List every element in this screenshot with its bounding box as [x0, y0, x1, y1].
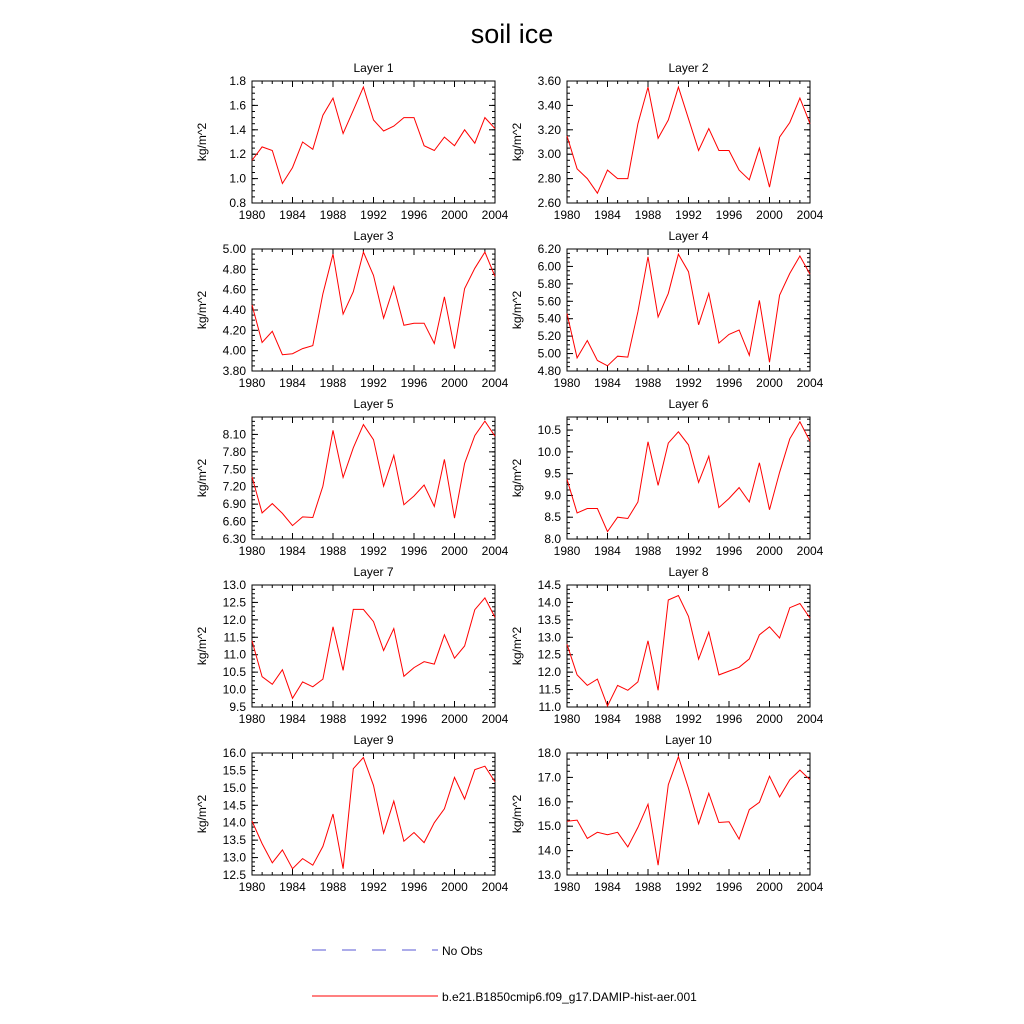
- x-tick-label: 1996: [400, 880, 428, 894]
- x-tick-label: 1988: [634, 712, 662, 726]
- panel-layer-10: [510, 733, 824, 894]
- y-tick-label: 5.00: [222, 242, 246, 256]
- y-tick-label: 13.0: [537, 868, 561, 882]
- y-tick-label: 3.20: [537, 122, 561, 137]
- y-tick-label: 14.5: [537, 578, 561, 592]
- x-tick-label: 1996: [715, 712, 743, 726]
- y-tick-label: 1.2: [229, 147, 246, 162]
- x-tick-label: 2004: [796, 544, 824, 558]
- x-tick-label: 2000: [756, 376, 783, 390]
- x-tick-label: 1996: [715, 544, 743, 558]
- x-tick-label: 2000: [756, 712, 783, 726]
- plot-frame: [252, 81, 495, 203]
- x-tick-label: 1996: [400, 208, 428, 222]
- x-tick-label: 1992: [675, 376, 702, 390]
- x-tick-label: 1992: [360, 376, 387, 390]
- y-tick-label: 5.40: [537, 311, 561, 326]
- x-tick-label: 1980: [238, 208, 266, 222]
- y-tick-label: 10.0: [222, 682, 246, 697]
- y-tick-label: 10.5: [222, 665, 246, 680]
- plot-frame: [567, 81, 810, 203]
- y-tick-label: 13.5: [222, 833, 246, 848]
- y-tick-label: 9.0: [544, 488, 561, 503]
- x-tick-label: 2004: [481, 544, 509, 558]
- series-line: [567, 254, 810, 366]
- x-tick-label: 1988: [634, 544, 662, 558]
- series-line: [567, 596, 810, 707]
- y-tick-label: 11.0: [538, 700, 561, 714]
- y-tick-label: 11.5: [538, 682, 561, 697]
- y-axis-label: kg/m^2: [195, 626, 209, 666]
- y-tick-label: 14.0: [537, 843, 561, 858]
- x-tick-label: 1980: [553, 712, 581, 726]
- x-tick-label: 1992: [675, 544, 702, 558]
- plot-frame: [252, 249, 495, 371]
- x-tick-label: 2000: [441, 712, 468, 726]
- y-tick-label: 4.80: [222, 262, 246, 277]
- x-tick-label: 1984: [594, 544, 621, 558]
- x-tick-label: 1980: [238, 544, 266, 558]
- plot-frame: [567, 249, 810, 371]
- x-tick-label: 1984: [279, 712, 306, 726]
- y-tick-label: 3.40: [537, 98, 561, 113]
- y-tick-label: 4.20: [222, 323, 246, 338]
- x-tick-label: 1980: [238, 880, 266, 894]
- panels-grid: [195, 61, 824, 894]
- y-tick-label: 5.00: [537, 346, 561, 361]
- y-axis-label: kg/m^2: [510, 458, 524, 498]
- panel-title: Layer 10: [665, 733, 712, 747]
- x-tick-label: 1992: [675, 712, 702, 726]
- x-tick-label: 2004: [796, 880, 824, 894]
- x-tick-label: 1980: [553, 376, 581, 390]
- y-tick-label: 4.40: [222, 303, 246, 317]
- x-tick-label: 2004: [481, 880, 509, 894]
- y-axis-label: kg/m^2: [510, 122, 524, 162]
- x-tick-label: 1992: [360, 208, 387, 222]
- series-line: [567, 87, 810, 193]
- x-tick-label: 1992: [360, 544, 387, 558]
- x-tick-label: 2004: [796, 376, 824, 390]
- x-tick-label: 2004: [481, 712, 509, 726]
- panel-layer-4: [510, 229, 824, 390]
- x-tick-label: 1988: [319, 208, 347, 222]
- series-line: [252, 421, 495, 525]
- y-tick-label: 5.60: [537, 294, 561, 309]
- y-tick-label: 7.50: [222, 462, 246, 477]
- y-tick-label: 1.6: [229, 98, 246, 113]
- x-tick-label: 1996: [400, 376, 428, 390]
- y-tick-label: 16.0: [537, 794, 561, 809]
- x-tick-label: 1988: [634, 376, 662, 390]
- plot-frame: [567, 585, 810, 707]
- x-tick-label: 1992: [360, 712, 387, 726]
- x-tick-label: 1996: [715, 376, 743, 390]
- y-tick-label: 6.00: [537, 259, 561, 274]
- y-tick-label: 16.0: [222, 746, 246, 760]
- y-axis-label: kg/m^2: [510, 794, 524, 834]
- y-tick-label: 15.0: [537, 819, 561, 834]
- x-tick-label: 1996: [400, 544, 428, 558]
- plot-frame: [252, 753, 495, 875]
- series-line: [567, 422, 810, 532]
- y-tick-label: 12.0: [222, 612, 246, 627]
- y-tick-label: 8.0: [544, 532, 561, 546]
- x-tick-label: 1996: [400, 712, 428, 726]
- y-tick-label: 1.4: [229, 122, 246, 137]
- y-tick-label: 3.60: [537, 74, 561, 88]
- y-tick-label: 14.5: [222, 798, 246, 813]
- figure-title: soil ice: [470, 19, 554, 49]
- y-tick-label: 6.60: [222, 514, 246, 529]
- x-tick-label: 1992: [360, 880, 387, 894]
- y-tick-label: 5.80: [537, 276, 561, 291]
- x-tick-label: 1992: [675, 208, 702, 222]
- y-axis-label: kg/m^2: [510, 626, 524, 666]
- x-tick-label: 1980: [553, 880, 581, 894]
- x-tick-label: 1980: [553, 544, 581, 558]
- x-tick-label: 1992: [675, 880, 702, 894]
- panel-layer-8: [510, 565, 824, 726]
- x-tick-label: 2000: [756, 544, 783, 558]
- panel-title: Layer 4: [668, 229, 709, 243]
- panel-layer-7: [195, 565, 509, 726]
- x-tick-label: 1984: [594, 712, 621, 726]
- x-tick-label: 1984: [594, 880, 621, 894]
- panel-layer-3: [195, 229, 509, 390]
- y-tick-label: 7.20: [222, 479, 246, 494]
- series-line: [252, 598, 495, 698]
- plot-frame: [567, 417, 810, 539]
- y-tick-label: 8.5: [544, 510, 561, 525]
- y-tick-label: 6.30: [222, 532, 246, 546]
- y-tick-label: 4.60: [222, 282, 246, 297]
- x-tick-label: 2000: [756, 208, 783, 222]
- y-tick-label: 13.0: [222, 850, 246, 865]
- x-tick-label: 1980: [238, 712, 266, 726]
- series-line: [252, 758, 495, 869]
- y-tick-label: 4.00: [222, 343, 246, 358]
- y-tick-label: 18.0: [537, 746, 561, 760]
- panel-layer-2: [510, 61, 824, 222]
- y-tick-label: 13.5: [537, 612, 561, 627]
- x-tick-label: 1980: [553, 208, 581, 222]
- x-tick-label: 1988: [319, 376, 347, 390]
- y-tick-label: 6.90: [222, 497, 246, 512]
- x-tick-label: 2000: [441, 208, 468, 222]
- y-axis-label: kg/m^2: [195, 290, 209, 330]
- y-tick-label: 10.5: [537, 423, 561, 438]
- y-tick-label: 12.5: [222, 595, 246, 610]
- x-tick-label: 1988: [319, 544, 347, 558]
- panel-layer-9: [195, 733, 509, 894]
- x-tick-label: 2004: [796, 712, 824, 726]
- y-tick-label: 5.20: [537, 329, 561, 344]
- y-tick-label: 11.5: [223, 630, 246, 645]
- panel-title: Layer 6: [668, 397, 709, 411]
- x-tick-label: 1988: [319, 880, 347, 894]
- panel-title: Layer 7: [353, 565, 394, 579]
- x-tick-label: 1980: [238, 376, 266, 390]
- y-tick-label: 17.0: [537, 770, 561, 785]
- y-tick-label: 9.5: [229, 700, 246, 714]
- panel-layer-5: [195, 397, 509, 558]
- x-tick-label: 1988: [319, 712, 347, 726]
- y-axis-label: kg/m^2: [195, 122, 209, 162]
- x-tick-label: 1984: [279, 376, 306, 390]
- y-tick-label: 14.0: [222, 815, 246, 830]
- y-tick-label: 12.5: [222, 868, 246, 882]
- y-tick-label: 8.10: [222, 427, 246, 442]
- y-tick-label: 15.5: [222, 763, 246, 778]
- panel-title: Layer 1: [353, 61, 394, 75]
- plot-frame: [567, 753, 810, 875]
- y-tick-label: 9.5: [544, 466, 561, 481]
- y-tick-label: 1.0: [229, 171, 246, 186]
- x-tick-label: 1984: [279, 208, 306, 222]
- x-tick-label: 2000: [756, 880, 783, 894]
- panel-title: Layer 9: [353, 733, 394, 747]
- y-tick-label: 10.0: [537, 444, 561, 459]
- panel-layer-1: [195, 61, 509, 222]
- y-tick-label: 15.0: [222, 780, 246, 795]
- y-tick-label: 12.5: [537, 647, 561, 662]
- x-tick-label: 1988: [634, 208, 662, 222]
- y-axis-label: kg/m^2: [195, 458, 209, 498]
- x-tick-label: 2000: [441, 376, 468, 390]
- series-line: [252, 252, 495, 355]
- y-tick-label: 14.0: [537, 595, 561, 610]
- panel-title: Layer 2: [668, 61, 709, 75]
- y-axis-label: kg/m^2: [195, 794, 209, 834]
- y-tick-label: 13.0: [222, 578, 246, 592]
- legend: [312, 944, 697, 1004]
- y-tick-label: 7.80: [222, 444, 246, 459]
- y-axis-label: kg/m^2: [510, 290, 524, 330]
- y-tick-label: 4.80: [537, 364, 561, 378]
- y-tick-label: 13.0: [537, 630, 561, 645]
- legend-no-obs-label: No Obs: [442, 944, 483, 958]
- series-line: [567, 757, 810, 866]
- x-tick-label: 1996: [715, 880, 743, 894]
- x-tick-label: 1984: [279, 544, 306, 558]
- x-tick-label: 2000: [441, 880, 468, 894]
- x-tick-label: 1996: [715, 208, 743, 222]
- x-tick-label: 2004: [796, 208, 824, 222]
- panel-title: Layer 5: [353, 397, 394, 411]
- plot-frame: [252, 585, 495, 707]
- x-tick-label: 1984: [594, 376, 621, 390]
- panel-title: Layer 3: [353, 229, 394, 243]
- x-tick-label: 1988: [634, 880, 662, 894]
- x-tick-label: 2000: [441, 544, 468, 558]
- series-line: [252, 87, 495, 183]
- y-tick-label: 12.0: [537, 665, 561, 680]
- y-tick-label: 6.20: [537, 242, 561, 256]
- y-tick-label: 3.00: [537, 147, 561, 162]
- y-tick-label: 11.0: [223, 647, 246, 662]
- y-tick-label: 2.60: [537, 196, 561, 210]
- x-tick-label: 1984: [279, 880, 306, 894]
- y-tick-label: 1.8: [229, 74, 246, 88]
- x-tick-label: 1984: [594, 208, 621, 222]
- y-tick-label: 0.8: [229, 196, 246, 210]
- panel-title: Layer 8: [668, 565, 709, 579]
- x-tick-label: 2004: [481, 208, 509, 222]
- legend-model-label: b.e21.B1850cmip6.f09_g17.DAMIP-hist-aer.001: [442, 990, 697, 1004]
- panel-layer-6: [510, 397, 824, 558]
- y-tick-label: 3.80: [222, 364, 246, 378]
- y-tick-label: 2.80: [537, 171, 561, 186]
- x-tick-label: 2004: [481, 376, 509, 390]
